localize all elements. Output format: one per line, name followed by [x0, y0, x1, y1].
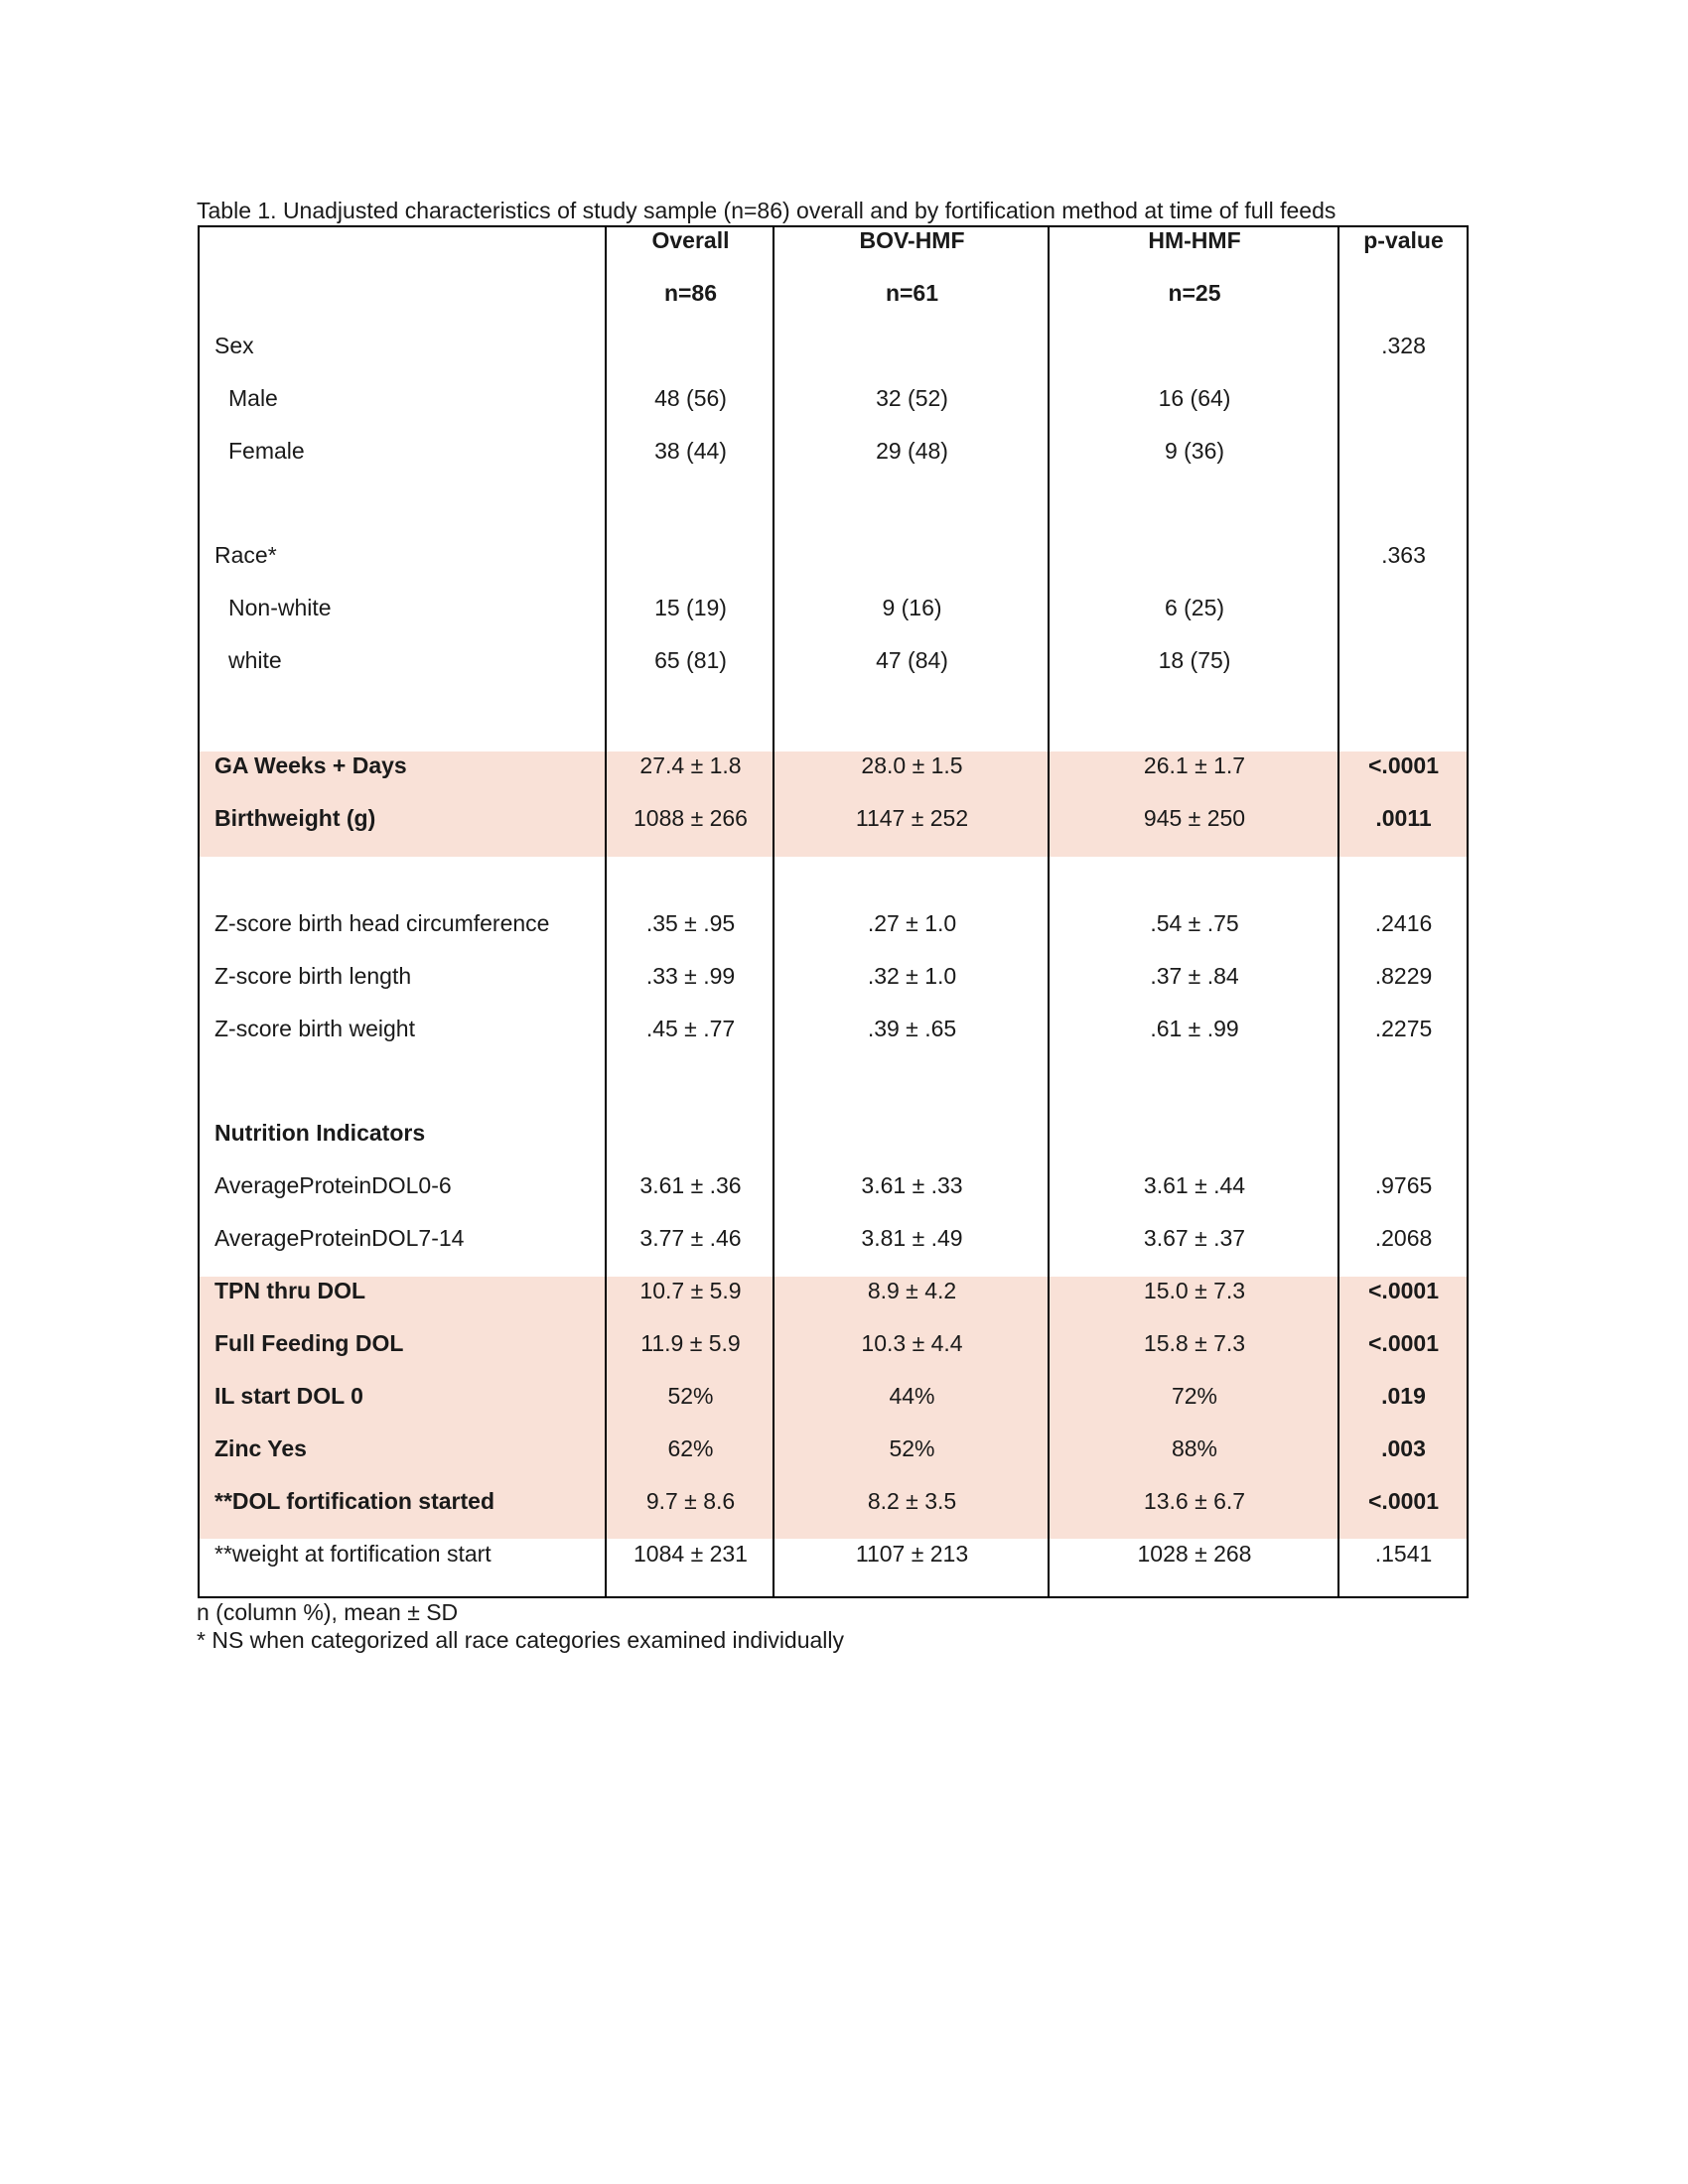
value-cell: 32 (52) — [876, 385, 948, 411]
p-value-cell: <.0001 — [1368, 1330, 1439, 1356]
p-value-cell: <.0001 — [1368, 1278, 1439, 1303]
value-cell: 6 (25) — [1164, 595, 1225, 620]
row-label: AverageProteinDOL0-6 — [214, 1172, 452, 1198]
p-value-cell: .003 — [1381, 1435, 1426, 1461]
value-cell: 52% — [889, 1435, 935, 1461]
table-row — [200, 1107, 1467, 1160]
characteristics-table — [198, 225, 1469, 1598]
row-label: AverageProteinDOL7-14 — [214, 1225, 465, 1251]
value-cell: 65 (81) — [654, 647, 727, 673]
value-cell: .33 ± .99 — [645, 963, 736, 989]
value-cell: 9 (36) — [1164, 438, 1225, 464]
p-value-cell: .328 — [1381, 333, 1426, 358]
p-value-cell: .2275 — [1374, 1016, 1433, 1041]
value-cell: 62% — [667, 1435, 714, 1461]
row-label: Non-white — [228, 595, 332, 620]
value-cell: .27 ± 1.0 — [867, 910, 957, 936]
value-cell: 3.61 ± .36 — [639, 1172, 742, 1198]
table-row — [200, 950, 1467, 1003]
table-row — [200, 634, 1467, 687]
table-row — [200, 425, 1467, 478]
p-value-cell: <.0001 — [1368, 1488, 1439, 1514]
value-cell: 72% — [1171, 1383, 1218, 1409]
row-label: GA Weeks + Days — [214, 752, 407, 778]
n-overall: n=86 — [663, 280, 718, 306]
value-cell: 1028 ± 268 — [1137, 1541, 1252, 1567]
value-cell: 48 (56) — [654, 385, 727, 411]
value-cell: 88% — [1171, 1435, 1218, 1461]
table-row — [200, 582, 1467, 634]
row-label: Z-score birth length — [214, 963, 412, 989]
n-bov-hmf: n=61 — [885, 280, 939, 306]
p-value-cell: .9765 — [1374, 1172, 1433, 1198]
table-row — [200, 1212, 1467, 1265]
p-value-cell: .2416 — [1374, 910, 1433, 936]
table-row — [200, 1317, 1467, 1370]
value-cell: 27.4 ± 1.8 — [639, 752, 742, 778]
row-label: IL start DOL 0 — [214, 1383, 363, 1409]
value-cell: 8.2 ± 3.5 — [867, 1488, 957, 1514]
table-footnote: n (column %), mean ± SD — [197, 1599, 459, 1625]
p-value-cell: <.0001 — [1368, 752, 1439, 778]
row-label: Female — [228, 438, 305, 464]
column-header-overall: Overall — [651, 227, 730, 253]
column-header-p-value: p-value — [1363, 227, 1444, 253]
value-cell: .39 ± .65 — [867, 1016, 957, 1041]
value-cell: 9.7 ± 8.6 — [645, 1488, 736, 1514]
row-label: Male — [228, 385, 278, 411]
value-cell: 52% — [667, 1383, 714, 1409]
value-cell: 3.67 ± .37 — [1143, 1225, 1246, 1251]
table-row — [200, 1370, 1467, 1423]
value-cell: 28.0 ± 1.5 — [861, 752, 963, 778]
column-divider — [1048, 227, 1050, 1596]
value-cell: .35 ± .95 — [645, 910, 736, 936]
row-label: Race* — [214, 542, 277, 568]
value-cell: 38 (44) — [654, 438, 727, 464]
value-cell: 1084 ± 231 — [633, 1541, 748, 1567]
row-label: **DOL fortification started — [214, 1488, 494, 1514]
value-cell: 13.6 ± 6.7 — [1143, 1488, 1246, 1514]
value-cell: 11.9 ± 5.9 — [640, 1330, 741, 1356]
table-row — [200, 1528, 1467, 1580]
value-cell: 15.0 ± 7.3 — [1143, 1278, 1246, 1303]
row-label: **weight at fortification start — [214, 1541, 492, 1567]
value-cell: 44% — [889, 1383, 935, 1409]
row-label: Z-score birth weight — [214, 1016, 415, 1041]
value-cell: 10.7 ± 5.9 — [639, 1278, 742, 1303]
row-label: Zinc Yes — [214, 1435, 307, 1461]
table-row — [200, 1160, 1467, 1212]
value-cell: 15 (19) — [654, 595, 727, 620]
p-value-cell: .019 — [1381, 1383, 1426, 1409]
value-cell: 1088 ± 266 — [633, 805, 748, 831]
value-cell: 29 (48) — [876, 438, 948, 464]
row-label: Birthweight (g) — [214, 805, 376, 831]
value-cell: 3.61 ± .33 — [861, 1172, 963, 1198]
value-cell: 26.1 ± 1.7 — [1143, 752, 1246, 778]
value-cell: 16 (64) — [1158, 385, 1231, 411]
table-row — [200, 897, 1467, 950]
table-row — [200, 740, 1467, 792]
section-heading: Nutrition Indicators — [214, 1120, 426, 1146]
value-cell: 3.77 ± .46 — [639, 1225, 742, 1251]
column-divider — [1337, 227, 1339, 1596]
row-label: white — [228, 647, 282, 673]
value-cell: 10.3 ± 4.4 — [861, 1330, 963, 1356]
p-value-cell: .1541 — [1374, 1541, 1433, 1567]
value-cell: 1107 ± 213 — [855, 1541, 969, 1567]
value-cell: 9 (16) — [882, 595, 942, 620]
value-cell: .54 ± .75 — [1150, 910, 1239, 936]
table-row — [200, 372, 1467, 425]
value-cell: .37 ± .84 — [1150, 963, 1239, 989]
row-label: TPN thru DOL — [214, 1278, 366, 1303]
column-header-hm-hmf: HM-HMF — [1148, 227, 1241, 253]
table-row — [200, 1475, 1467, 1528]
header-row — [200, 214, 1467, 267]
value-cell: .32 ± 1.0 — [867, 963, 957, 989]
column-divider — [773, 227, 774, 1596]
header-n-row — [200, 267, 1467, 320]
p-value-cell: .8229 — [1374, 963, 1433, 989]
p-value-cell: .0011 — [1375, 805, 1432, 831]
value-cell: 47 (84) — [876, 647, 948, 673]
row-label: Sex — [214, 333, 254, 358]
value-cell: .61 ± .99 — [1150, 1016, 1239, 1041]
row-label: Z-score birth head circumference — [214, 910, 550, 936]
table-row — [200, 320, 1467, 372]
table-row — [200, 792, 1467, 845]
table-caption: Table 1. Unadjusted characteristics of study sample (n=86) overall and by fortification method at time of full feeds — [197, 198, 1336, 223]
value-cell: 1147 ± 252 — [855, 805, 969, 831]
table-row — [200, 1423, 1467, 1475]
value-cell: 18 (75) — [1158, 647, 1231, 673]
value-cell: 945 ± 250 — [1143, 805, 1246, 831]
n-hm-hmf: n=25 — [1168, 280, 1221, 306]
p-value-cell: .363 — [1381, 542, 1426, 568]
value-cell: 3.81 ± .49 — [861, 1225, 963, 1251]
column-divider — [605, 227, 607, 1596]
value-cell: .45 ± .77 — [645, 1016, 736, 1041]
table-footnote: * NS when categorized all race categories examined individually — [197, 1627, 845, 1653]
table-row — [200, 1265, 1467, 1317]
row-label: Full Feeding DOL — [214, 1330, 404, 1356]
value-cell: 3.61 ± .44 — [1143, 1172, 1246, 1198]
value-cell: 15.8 ± 7.3 — [1143, 1330, 1246, 1356]
table-row — [200, 529, 1467, 582]
table-row — [200, 1003, 1467, 1055]
p-value-cell: .2068 — [1374, 1225, 1433, 1251]
column-header-bov-hmf: BOV-HMF — [859, 227, 965, 253]
value-cell: 8.9 ± 4.2 — [867, 1278, 957, 1303]
